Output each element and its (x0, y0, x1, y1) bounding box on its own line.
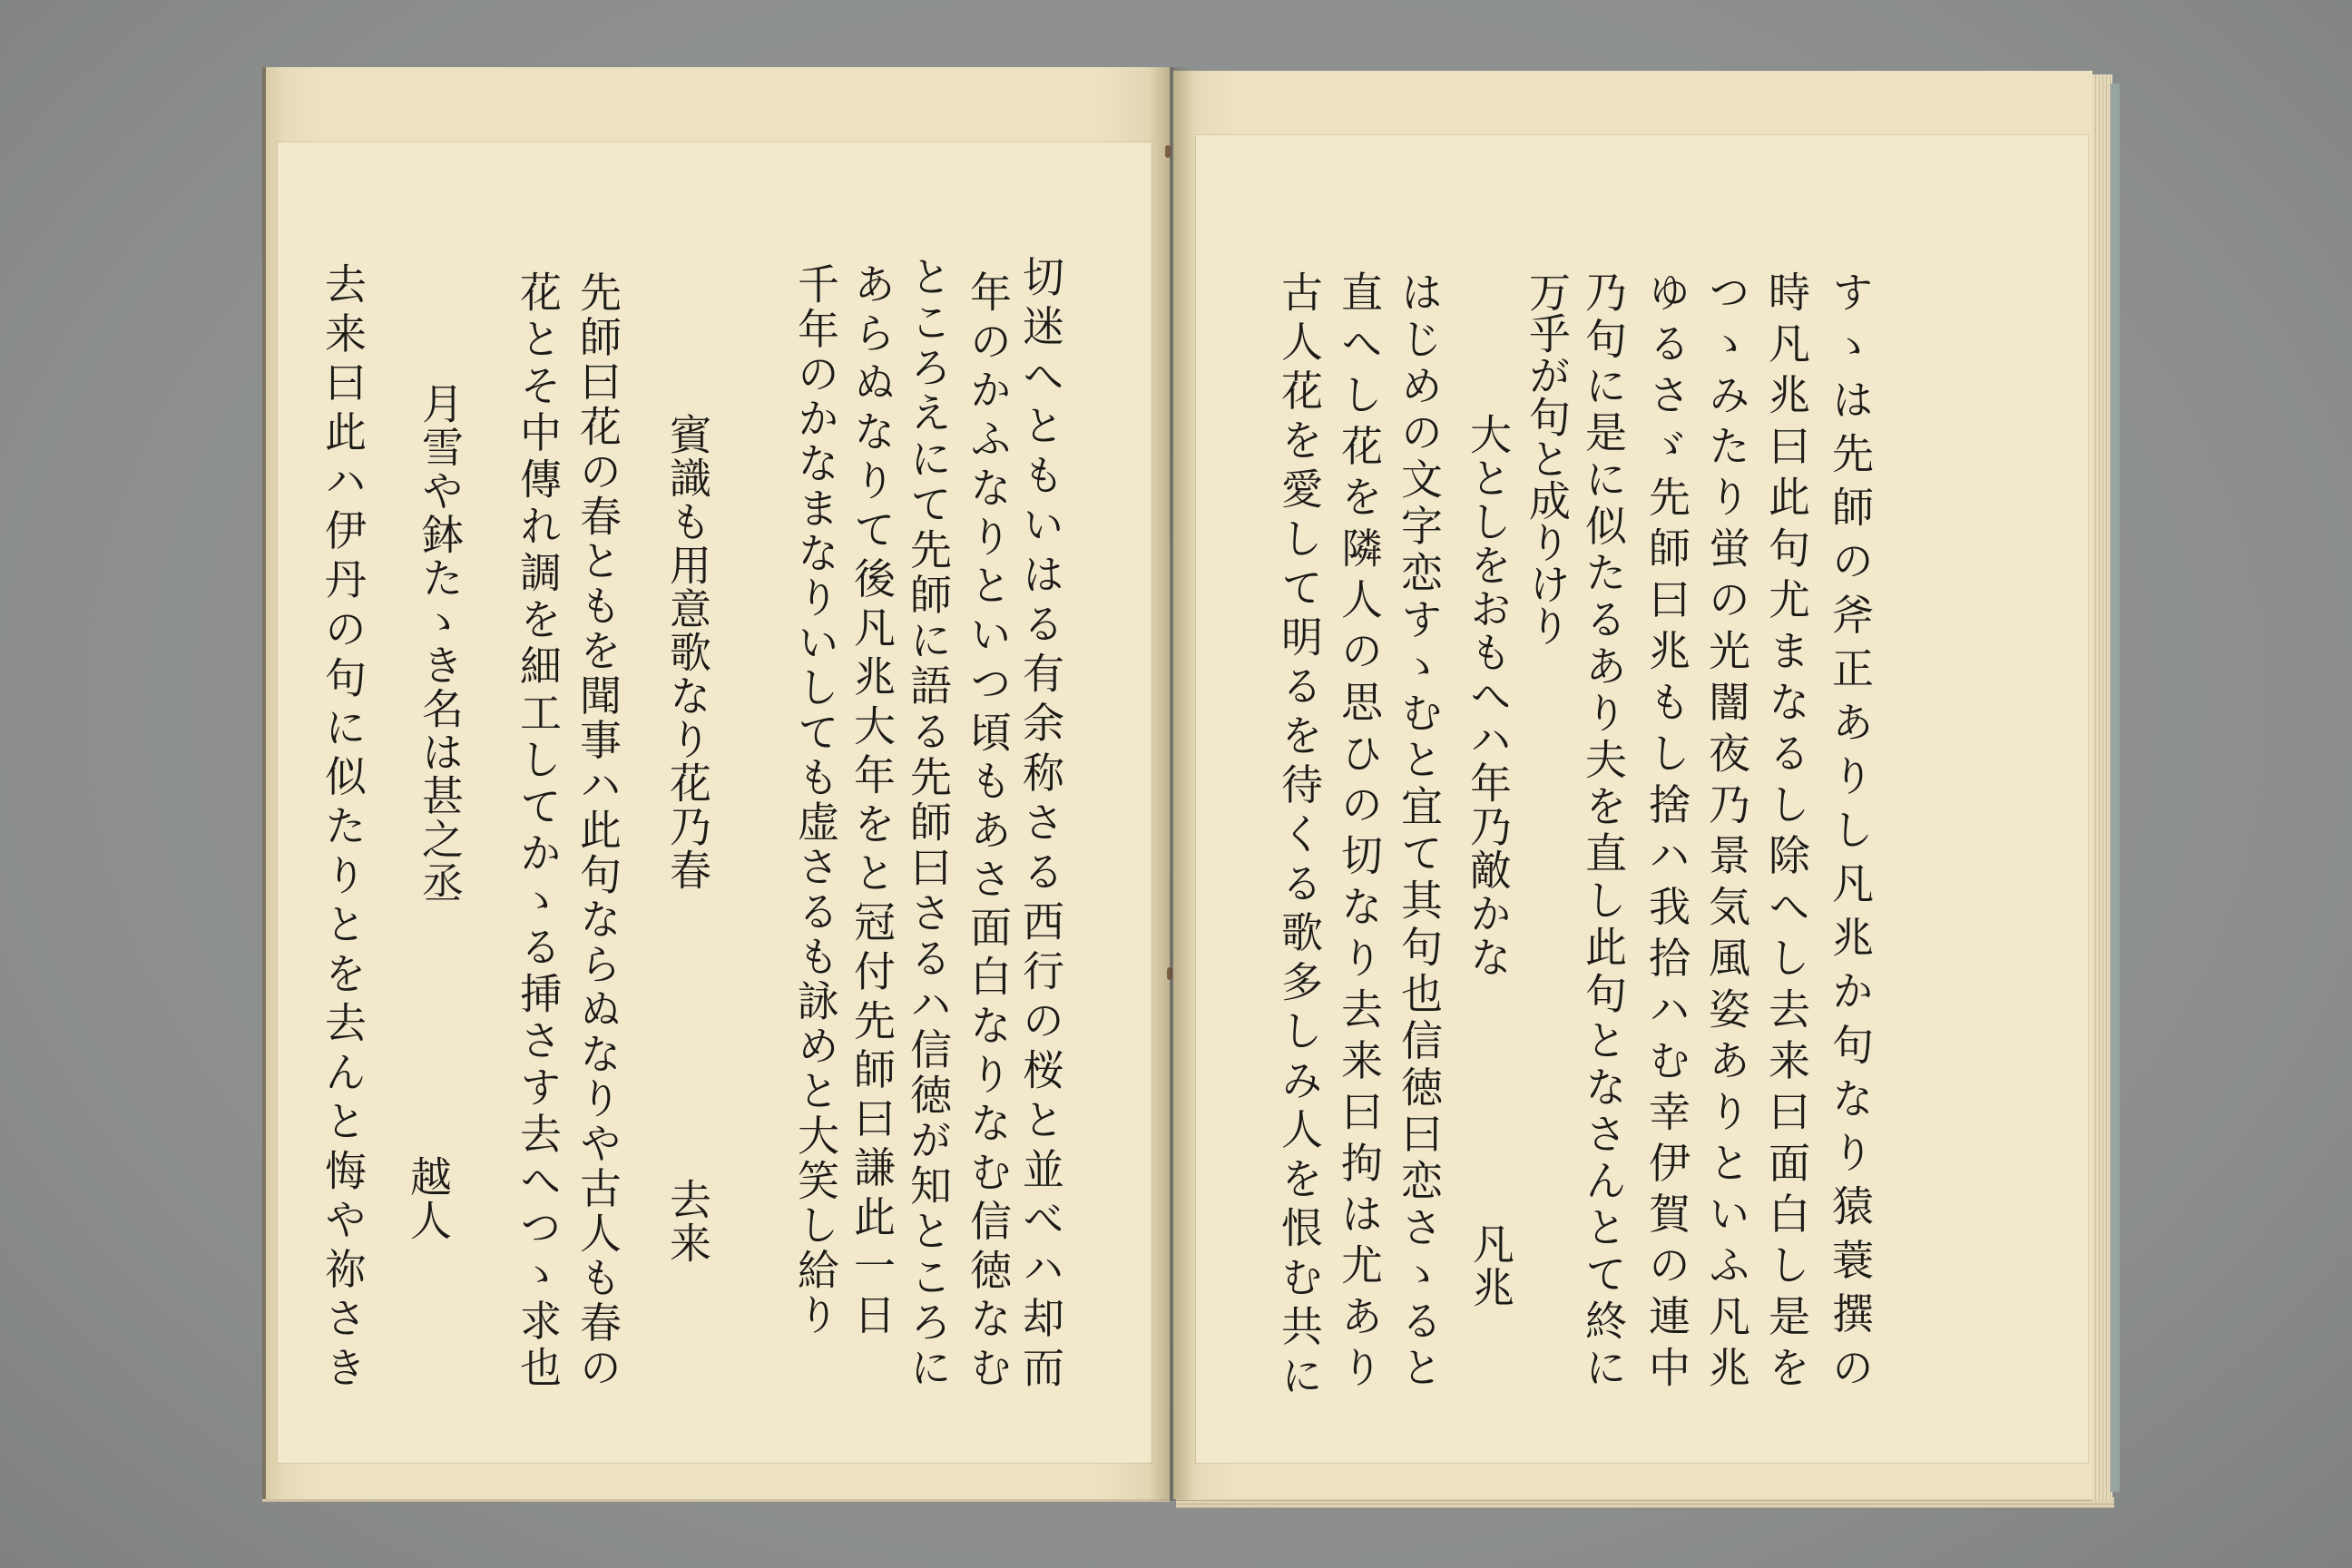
right-page-line-3: つゝみたり蛍の光闇夜乃景気風姿ありといふ凡兆 (1702, 270, 1751, 1387)
left-page-verse-2: 月雪や鉢たゝき名は甚之丞 (416, 382, 465, 905)
right-page-line-6: 万乎が句と成りけり (1523, 270, 1572, 646)
right-page-verse-author: 凡兆 (1466, 1222, 1515, 1309)
page-stack-edges (2092, 74, 2112, 1501)
left-page-line-4: あらぬなりて後凡兆大年をと冠付先師曰謙此一日 (848, 262, 897, 1335)
right-page-verse: 大としをおもへハ年乃敵かな (1464, 413, 1513, 979)
right-page-line-5: 乃句に是に似たるあり夫を直し此句となさんとて終に (1579, 270, 1628, 1387)
right-page-line-1: すゝは先師の斧正ありし凡兆か句なり猿蓑撰の (1826, 270, 1875, 1387)
right-page-commentary-3: 古人花を愛して明るを待くる歌多しみ人を恨む共に (1275, 270, 1324, 1396)
right-page (1173, 71, 2092, 1499)
right-page-line-2: 時凡兆曰此句尤まなるし除へし去来曰面白し是を (1762, 270, 1811, 1387)
left-page-line-2: 年のかふなりといつ頃もあさ面白なりなむ信徳なむ (964, 270, 1013, 1387)
left-page-closing-line: 去来曰此ハ伊丹の句に似たりとを去んと悔や祢さき (318, 262, 368, 1387)
left-page (262, 67, 1170, 1499)
gutter-stain-mark (1165, 145, 1171, 158)
book-cover-edge (2111, 83, 2120, 1492)
left-page-line-1: 切迷へともいはる有余称さる西行の桜と並べハ却而 (1016, 255, 1065, 1387)
left-page-line-3: ところえにて先師に語る先師曰さるハ信徳が知ところに (904, 255, 953, 1387)
right-page-commentary-2: 直へし花を隣人の思ひの切なり去来曰拘は尤あり (1335, 270, 1384, 1387)
left-page-commentary-2: 花とそ中傳れ調を細工してかゝる挿さす去へつゝ求也 (514, 270, 563, 1387)
gutter-stain-mark (1167, 967, 1172, 980)
left-page-verse-1-author: 去来 (663, 1178, 712, 1265)
book-gutter-shadow (1149, 67, 1194, 1501)
left-page-line-5: 千年のかなまなりいしても虚さるも詠めと大笑し給り (791, 262, 840, 1336)
left-page-commentary-1: 先師曰花の春ともを聞事ハ此句ならぬなりや古人も春の (573, 270, 622, 1387)
right-page-line-4: ゆるさゞ先師曰兆もし捨ハ我拾ハむ幸伊賀の連中 (1642, 270, 1691, 1387)
left-page-verse-2-author: 越人 (404, 1155, 453, 1242)
left-page-verse-1: 賓識も用意歌なり花乃春 (663, 413, 712, 892)
right-page-commentary-1: はじめの文字恋すゝむと宜て其句也信徳曰恋さゝると (1395, 270, 1444, 1387)
